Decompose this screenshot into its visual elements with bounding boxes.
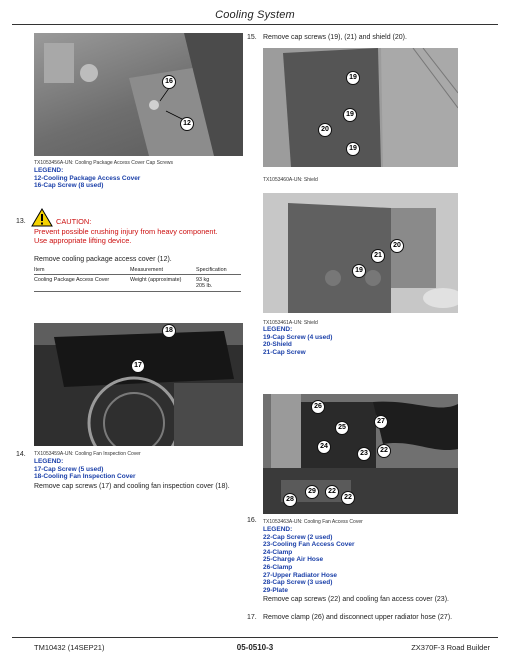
footer-page-number: 05-0510-3 <box>236 643 274 652</box>
callout-23: 23 <box>357 447 371 461</box>
caution-triangle-icon <box>31 208 53 227</box>
legend-title: LEGEND: <box>34 458 64 465</box>
step-number: 17. <box>247 614 257 621</box>
figure-shield-photo-2 <box>263 193 458 313</box>
footer-divider <box>12 637 498 638</box>
figure-caption: TX1053459A-UN: Cooling Fan Inspection Cover <box>34 451 141 457</box>
legend-fig1 <box>34 167 140 190</box>
table-cell: Cooling Package Access Cover <box>34 277 110 283</box>
table-cell <box>196 277 241 289</box>
legend-item: 17-Cap Screw (5 used) <box>34 465 104 473</box>
legend-item: 22-Cap Screw (2 used) <box>263 533 333 541</box>
legend-title: LEGEND: <box>263 526 293 533</box>
table-row <box>34 277 241 292</box>
callout-25: 25 <box>335 421 349 435</box>
photo-illustration <box>263 193 458 313</box>
header-divider <box>12 24 498 25</box>
callout-22: 22 <box>325 485 339 499</box>
legend-fig3 <box>263 326 332 356</box>
caution-line: Use appropriate lifting device. <box>34 236 132 245</box>
legend-item: 12-Cooling Package Access Cover <box>34 174 141 182</box>
legend-item: 29-Plate <box>263 586 288 594</box>
figure-caption: TX1053461A-UN: Shield <box>263 320 318 326</box>
legend-item: 19-Cap Screw (4 used) <box>263 333 333 341</box>
legend-title: LEGEND: <box>34 167 64 174</box>
callout-29: 29 <box>305 485 319 499</box>
callout-12: 12 <box>180 117 194 131</box>
figure-caption: TX1053460A-UN: Shield <box>263 177 318 183</box>
legend-title: LEGEND: <box>263 326 293 333</box>
figure-shield-photo-1 <box>263 48 458 167</box>
footer-machine-model: ZX370F-3 Road Builder <box>411 643 490 652</box>
callout-24: 24 <box>317 440 331 454</box>
spec-value: 205 lb. <box>196 283 213 289</box>
table-header: Item <box>34 267 45 273</box>
callout-16: 16 <box>162 75 176 89</box>
legend-item: 20-Shield <box>263 341 292 349</box>
legend-fig2 <box>34 458 135 481</box>
legend-item: 24-Clamp <box>263 548 293 556</box>
figure-caption: TX1053456A-UN: Cooling Package Access Cover Cap Screws <box>34 160 173 166</box>
legend-item: 21-Cap Screw <box>263 348 306 356</box>
figure-fan-inspection-cover-photo <box>34 323 243 446</box>
photo-illustration <box>263 48 458 167</box>
caution-line: Prevent possible crushing injury from heavy component. <box>34 227 218 236</box>
footer-manual-id: TM10432 (14SEP21) <box>34 643 105 652</box>
legend-item: 23-Cooling Fan Access Cover <box>263 541 355 549</box>
step-text: Remove cooling package access cover (12). <box>34 256 172 263</box>
callout-28: 28 <box>283 493 297 507</box>
step-number: 13. <box>16 218 26 225</box>
callout-26: 26 <box>311 400 325 414</box>
callout-18: 18 <box>162 324 176 338</box>
page-title: Cooling System <box>215 9 295 21</box>
callout-19: 19 <box>346 71 360 85</box>
legend-item: 18-Cooling Fan Inspection Cover <box>34 473 136 481</box>
step-number: 15. <box>247 34 257 41</box>
step-text: Remove cap screws (22) and cooling fan access cover (23). <box>263 596 449 603</box>
table-header-row <box>34 267 241 275</box>
legend-fig5 <box>263 526 355 594</box>
callout-19: 19 <box>346 142 360 156</box>
step-number: 16. <box>247 517 257 524</box>
step-text: Remove cap screws (17) and cooling fan inspection cover (18). <box>34 483 230 490</box>
table-header: Specification <box>196 267 227 273</box>
callout-27: 27 <box>374 415 388 429</box>
figure-caption: TX1053463A-UN: Cooling Fan Access Cover <box>263 519 363 525</box>
callout-21: 21 <box>371 249 385 263</box>
step-number: 14. <box>16 451 26 458</box>
callout-20: 20 <box>390 239 404 253</box>
photo-illustration <box>34 33 243 156</box>
legend-item: 26-Clamp <box>263 563 293 571</box>
figure-access-cover-photo <box>34 33 243 156</box>
callout-22: 22 <box>377 444 391 458</box>
callout-22: 22 <box>341 491 355 505</box>
step-text: Remove clamp (26) and disconnect upper radiator hose (27). <box>263 614 453 621</box>
step-text: Remove cap screws (19), (21) and shield (20). <box>263 34 407 41</box>
callout-17: 17 <box>131 359 145 373</box>
specification-table <box>34 267 241 292</box>
caution-label: CAUTION: <box>56 217 92 226</box>
table-header: Measurement <box>130 267 163 273</box>
legend-item: 27-Upper Radiator Hose <box>263 571 338 579</box>
callout-19: 19 <box>352 264 366 278</box>
table-cell: Weight (approximate) <box>130 277 182 283</box>
callout-19: 19 <box>343 108 357 122</box>
figure-fan-access-cover-photo <box>263 394 458 514</box>
photo-illustration <box>34 323 243 446</box>
spec-value: 93 kg <box>196 277 210 283</box>
legend-item: 16-Cap Screw (8 used) <box>34 182 104 190</box>
callout-20: 20 <box>318 123 332 137</box>
legend-item: 25-Charge Air Hose <box>263 556 324 564</box>
legend-item: 28-Cap Screw (3 used) <box>263 579 333 587</box>
